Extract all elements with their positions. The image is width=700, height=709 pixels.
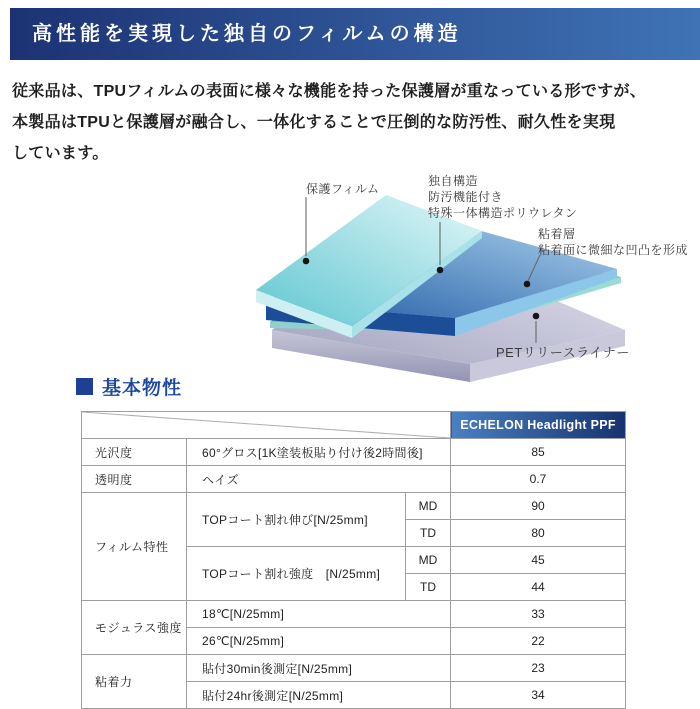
direction-cell: MD — [406, 547, 451, 574]
property-cell: モジュラス強度 — [82, 601, 187, 655]
property-cell: 透明度 — [82, 466, 187, 493]
property-cell: 粘着力 — [82, 655, 187, 709]
direction-cell: TD — [406, 574, 451, 601]
dot-liner — [533, 313, 540, 320]
test-cell: 貼付24hr後測定[N/25mm] — [187, 682, 451, 709]
property-cell: フィルム特性 — [82, 493, 187, 601]
dot-adhesive — [524, 281, 531, 288]
table-header-row — [82, 412, 626, 439]
intro-line: しています。 — [12, 145, 109, 162]
value-cell: 0.7 — [451, 466, 626, 493]
intro-paragraph — [12, 76, 696, 169]
label-text: PETリリースライナー — [496, 345, 630, 360]
table-row — [82, 655, 626, 682]
label-text: 粘着面に微細な凹凸を形成 — [538, 243, 689, 257]
label-text: 粘着層 — [538, 227, 576, 241]
intro-line: 本製品はTPUと保護層が融合し、一体化することで圧倒的な防汚性、耐久性を実現 — [12, 114, 616, 131]
value-cell: 45 — [451, 547, 626, 574]
test-cell: ヘイズ — [187, 466, 451, 493]
blue-square-icon — [76, 378, 93, 395]
table-row — [82, 601, 626, 628]
test-cell: 26℃[N/25mm] — [187, 628, 451, 655]
dot-protective — [303, 258, 310, 265]
section-title: 基本物性 — [102, 378, 183, 399]
test-cell: TOPコート割れ強度 [N/25mm] — [187, 547, 406, 601]
label-text: 独自構造 — [428, 174, 479, 188]
label-pet-release-liner — [496, 345, 630, 361]
direction-cell: TD — [406, 520, 451, 547]
section-heading — [76, 373, 182, 400]
table-row — [82, 466, 626, 493]
test-cell: 18℃[N/25mm] — [187, 601, 451, 628]
value-cell: 34 — [451, 682, 626, 709]
label-text: 特殊一体構造ポリウレタン — [428, 206, 578, 220]
table-row — [82, 439, 626, 466]
dot-structure — [437, 267, 444, 274]
label-text: 防汚機能付き — [428, 190, 504, 204]
direction-cell: MD — [406, 493, 451, 520]
product-column-header: ECHELON Headlight PPF — [451, 412, 626, 439]
header-bar — [10, 8, 700, 60]
value-cell: 90 — [451, 493, 626, 520]
label-text: 保護フィルム — [306, 182, 380, 196]
value-cell: 33 — [451, 601, 626, 628]
diagonal-line — [82, 412, 450, 438]
table-row — [82, 493, 626, 520]
intro-line: 従来品は、TPUフィルムの表面に様々な機能を持った保護層が重なっている形ですが、 — [12, 83, 647, 100]
page-title: 高性能を実現した独自のフィルムの構造 — [32, 23, 462, 45]
diagonal-header-cell — [82, 412, 451, 439]
label-protective-film — [306, 181, 380, 197]
test-cell: 貼付30min後測定[N/25mm] — [187, 655, 451, 682]
value-cell: 22 — [451, 628, 626, 655]
spec-table — [81, 411, 626, 709]
test-cell: 60°グロス[1K塗装板貼り付け後2時間後] — [187, 439, 451, 466]
property-cell: 光沢度 — [82, 439, 187, 466]
value-cell: 44 — [451, 574, 626, 601]
test-cell: TOPコート割れ伸び[N/25mm] — [187, 493, 406, 547]
value-cell: 85 — [451, 439, 626, 466]
label-adhesive-layer — [538, 226, 688, 258]
value-cell: 23 — [451, 655, 626, 682]
value-cell: 80 — [451, 520, 626, 547]
label-unique-structure — [428, 173, 578, 221]
